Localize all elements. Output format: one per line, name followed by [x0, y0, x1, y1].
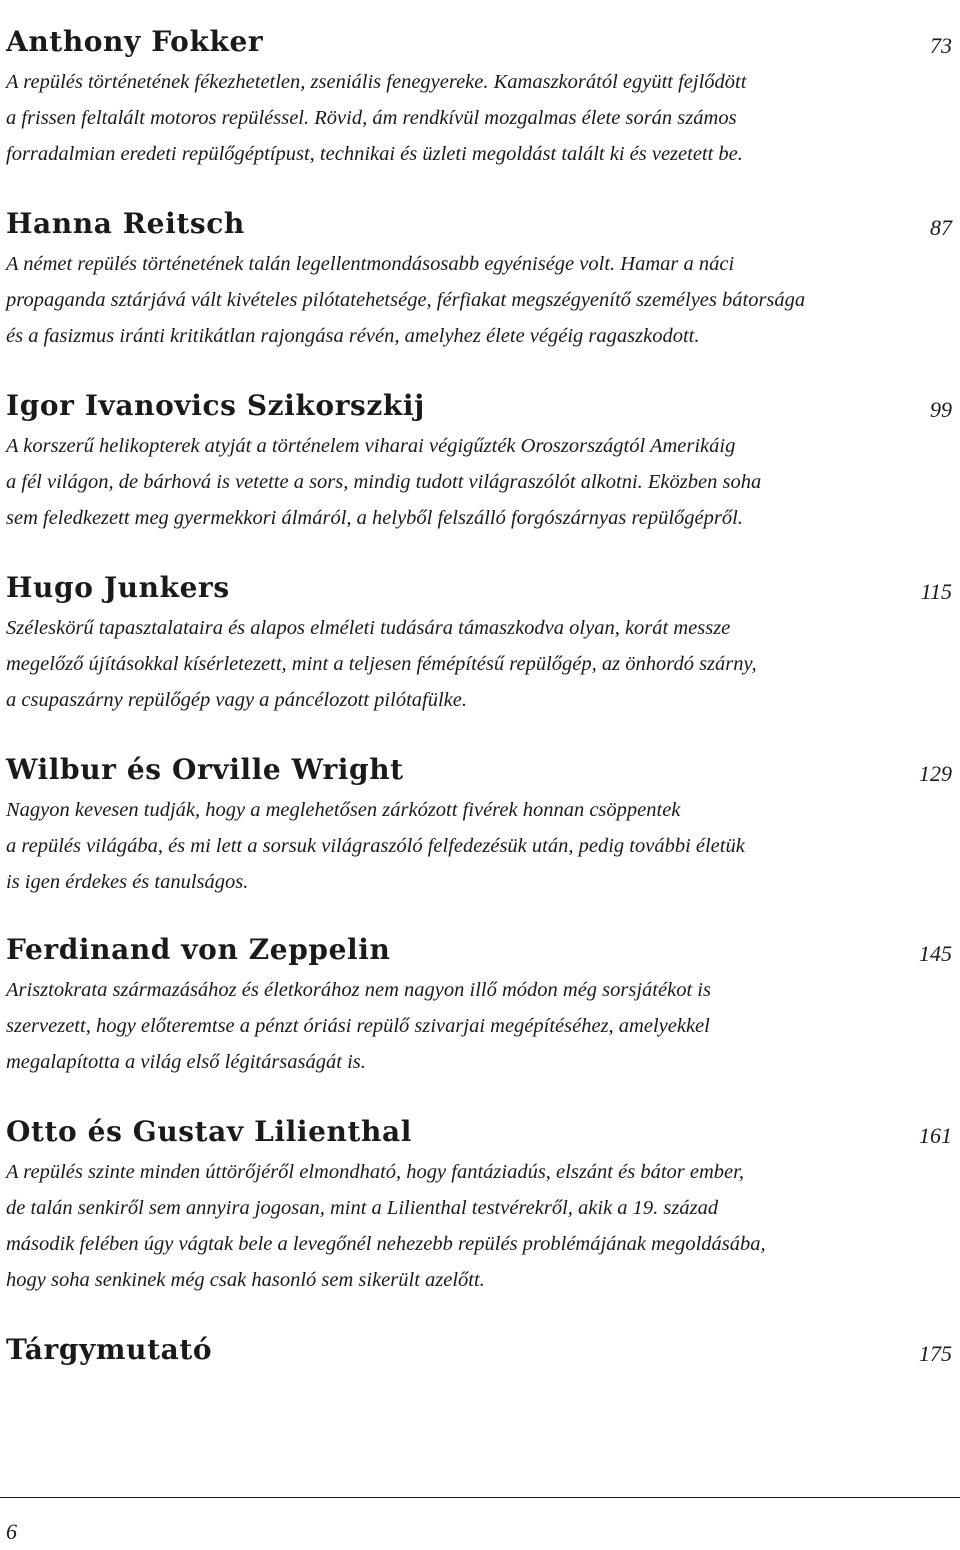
description-line: A repülés történetének fékezhetetlen, zseniális fenegyereke. Kamaszkorától együtt fejlődött — [6, 71, 747, 93]
toc-entry-head — [6, 386, 952, 426]
toc-entry-head — [6, 750, 952, 790]
toc-entry-junkers[interactable] — [6, 568, 952, 718]
page-number: 6 — [6, 1519, 17, 1544]
toc-entry-description — [6, 972, 952, 1080]
toc-entry-title[interactable]: Ferdinand von Zeppelin — [6, 933, 391, 966]
toc-entry-page-number: 129 — [919, 761, 952, 786]
description-line: Nagyon kevesen tudják, hogy a meglehetősen zárkózott fivérek honnan csöppentek — [6, 799, 681, 821]
description-line: szervezett, hogy előteremtse a pénzt óriási repülő szivarjai megépítéséhez, amelyekkel — [6, 1015, 710, 1037]
toc-entry-description — [6, 428, 952, 536]
toc-entry-page-number: 161 — [919, 1123, 952, 1148]
toc-entry-page-number: 175 — [919, 1341, 952, 1366]
toc-entry-zeppelin[interactable] — [6, 930, 952, 1080]
toc-entry-description — [6, 64, 952, 172]
toc-entry-title[interactable]: Wilbur és Orville Wright — [6, 753, 404, 786]
toc-entry-description — [6, 246, 952, 354]
toc-entry-fokker[interactable] — [6, 22, 952, 172]
description-line: és a fasizmus iránti kritikátlan rajongása révén, amelyhez élete végéig ragaszkodott. — [6, 325, 700, 347]
toc-entry-head — [6, 204, 952, 244]
toc-entry-title[interactable]: Tárgymutató — [6, 1333, 213, 1366]
description-line: második felében úgy vágtak bele a levegőnél nehezebb repülés problémájának megoldásába, — [6, 1233, 766, 1255]
toc-entry-page-number: 99 — [930, 397, 952, 422]
toc-entry-title[interactable]: Anthony Fokker — [6, 25, 264, 58]
toc-entry-title[interactable]: Hugo Junkers — [6, 571, 230, 604]
description-line: A korszerű helikopterek atyját a történelem viharai végigűzték Oroszországtól Amerikáig — [6, 435, 736, 457]
toc-entry-page-number: 87 — [930, 215, 952, 240]
toc-entry-head — [6, 22, 952, 62]
description-line: A repülés szinte minden úttörőjéről elmondható, hogy fantáziadús, elszánt és bátor ember, — [6, 1161, 744, 1183]
description-line: sem feledkezett meg gyermekkori álmáról, a helyből felszálló forgószárnyas repülőgépről. — [6, 507, 743, 529]
description-line: is igen érdekes és tanulságos. — [6, 871, 249, 893]
description-line: Arisztokrata származásához és életkorához nem nagyon illő módon még sorsjátékot is — [6, 979, 711, 1001]
description-line: hogy soha senkinek még csak hasonló sem sikerült azelőtt. — [6, 1269, 485, 1291]
description-line: de talán senkiről sem annyira jogosan, mint a Lilienthal testvérekről, akik a 19. század — [6, 1197, 719, 1219]
toc-entry-head — [6, 930, 952, 970]
description-line: a frissen feltalált motoros repüléssel. Rövid, ám rendkívül mozgalmas élete során számos — [6, 107, 737, 129]
toc-entry-title[interactable]: Hanna Reitsch — [6, 207, 245, 240]
description-line: propaganda sztárjává vált kivételes pilótatehetsége, férfiakat megszégyenítő személyes bátorsága — [6, 289, 806, 311]
description-line: a fél világon, de bárhová is vetette a sors, mindig tudott világraszólót alkotni. Eközben soha — [6, 471, 762, 493]
toc-entry-index[interactable] — [6, 1330, 952, 1370]
toc-entry-description — [6, 610, 952, 718]
description-line: a csupaszárny repülőgép vagy a páncélozott pilótafülke. — [6, 689, 467, 711]
toc-entry-lilienthal[interactable] — [6, 1112, 952, 1298]
description-line: Széleskörű tapasztalataira és alapos elméleti tudására támaszkodva olyan, korát messze — [6, 617, 731, 639]
toc-entry-reitsch[interactable] — [6, 204, 952, 354]
toc-entry-head — [6, 1330, 952, 1370]
toc-entry-szikorszkij[interactable] — [6, 386, 952, 536]
description-line: A német repülés történetének talán legellentmondásosabb egyénisége volt. Hamar a náci — [6, 253, 735, 275]
toc-entry-description — [6, 1154, 952, 1298]
toc-entry-head — [6, 1112, 952, 1152]
toc-entry-title[interactable]: Otto és Gustav Lilienthal — [6, 1115, 412, 1148]
toc-entry-description — [6, 792, 952, 900]
description-line: a repülés világába, és mi lett a sorsuk világraszóló felfedezésük után, pedig további életük — [6, 835, 745, 857]
toc-entry-title[interactable]: Igor Ivanovics Szikorszkij — [6, 389, 425, 422]
toc-entry-wright[interactable] — [6, 750, 952, 900]
description-line: megalapította a világ első légitársaságát is. — [6, 1051, 366, 1073]
description-line: megelőző újításokkal kísérletezett, mint a teljesen fémépítésű repülőgép, az önhordó szárny, — [6, 653, 757, 675]
toc-entry-page-number: 145 — [919, 941, 952, 966]
toc-entry-head — [6, 568, 952, 608]
toc-entry-page-number: 115 — [920, 579, 952, 604]
toc-entry-page-number: 73 — [930, 33, 952, 58]
footer-divider — [0, 1497, 960, 1498]
description-line: forradalmian eredeti repülőgéptípust, technikai és üzleti megoldást talált ki és vezetett be. — [6, 143, 743, 165]
